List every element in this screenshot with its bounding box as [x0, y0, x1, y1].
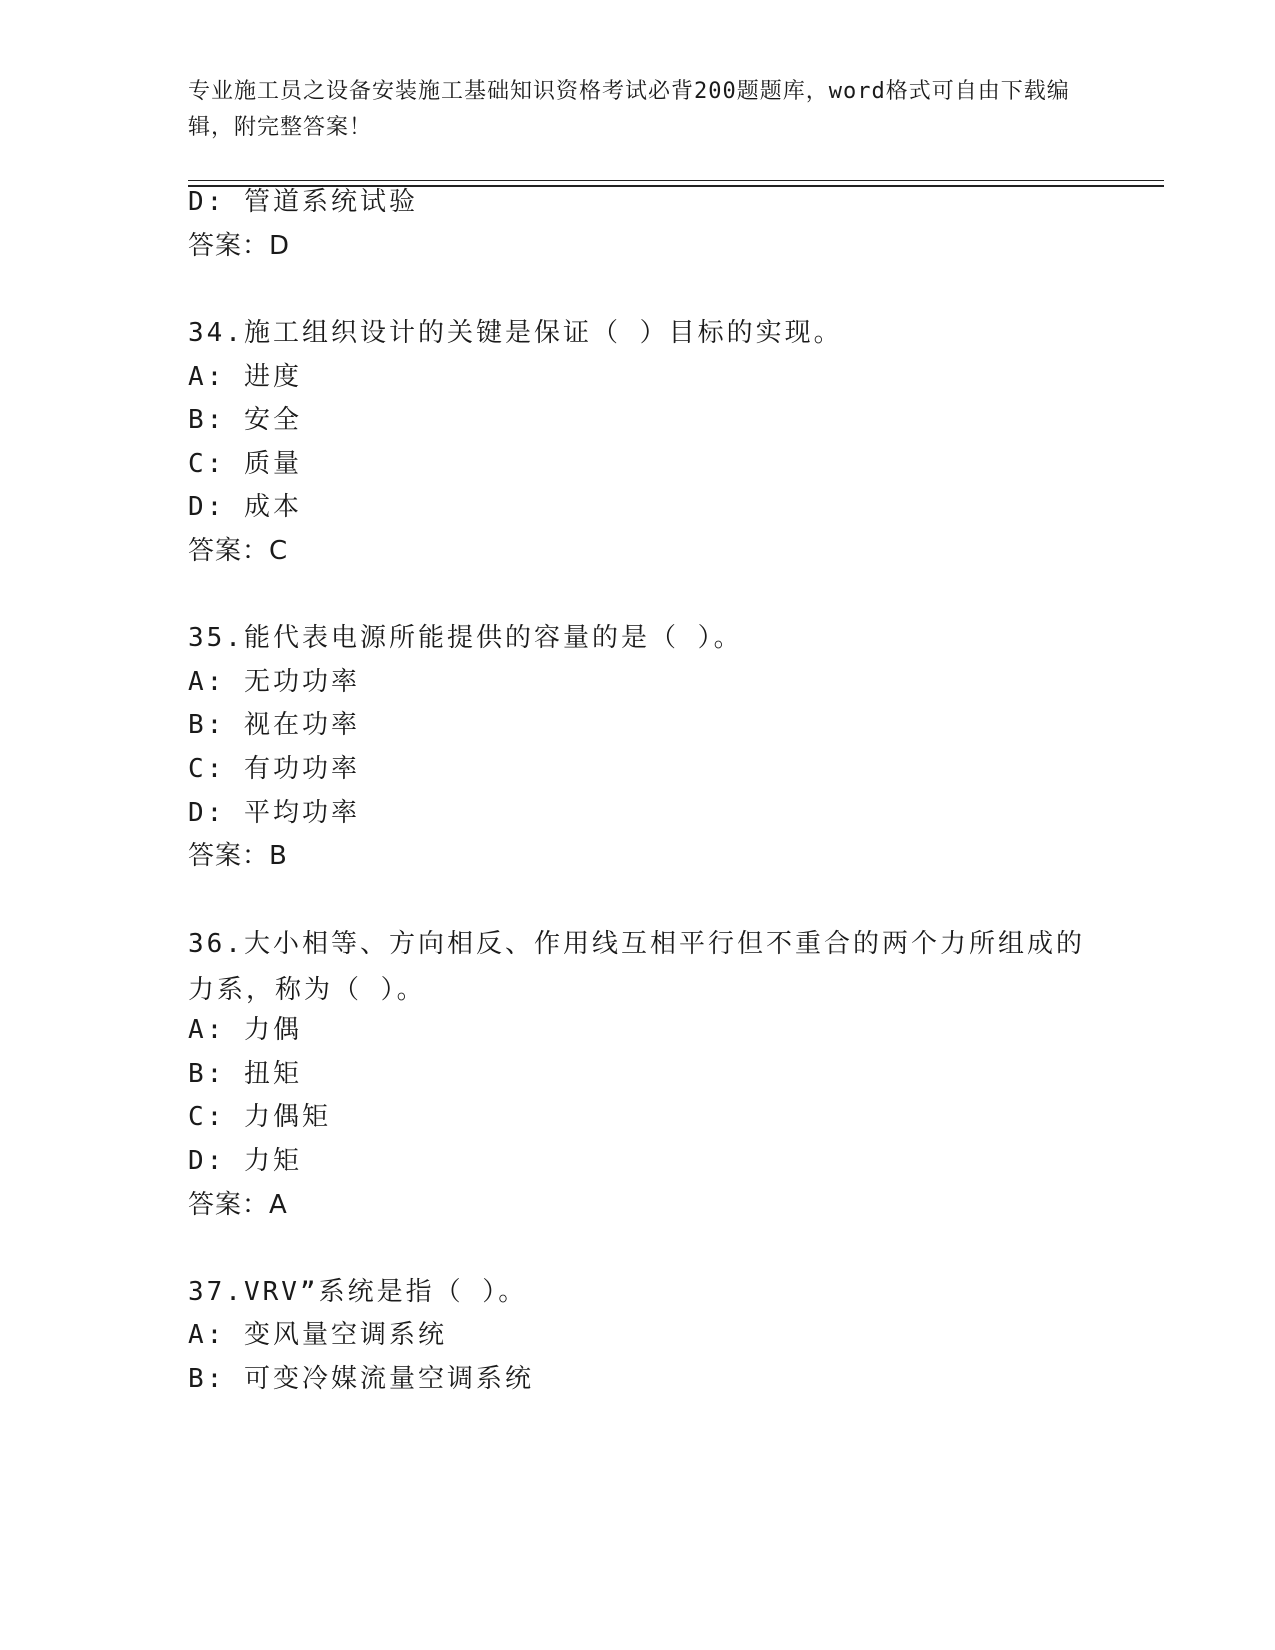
prev-question-answer: 答案：D — [188, 231, 291, 261]
question-34-option-a: A: 进度 — [188, 362, 302, 392]
question-34-option-b: B: 安全 — [188, 405, 302, 435]
question-36-option-d: D: 力矩 — [188, 1146, 302, 1176]
question-35-option-a: A: 无功功率 — [188, 667, 360, 697]
question-35-stem: 35.能代表电源所能提供的容量的是（ ）。 — [188, 623, 743, 653]
question-36-option-a: A: 力偶 — [188, 1015, 302, 1045]
header-divider-top — [188, 180, 1164, 181]
question-37-option-a: A: 变风量空调系统 — [188, 1320, 447, 1350]
question-35-option-b: B: 视在功率 — [188, 710, 360, 740]
question-35-option-d: D: 平均功率 — [188, 798, 360, 828]
question-37-option-b: B: 可变冷媒流量空调系统 — [188, 1364, 534, 1394]
question-36-stem: 36.大小相等、方向相反、作用线互相平行但不重合的两个力所组成的力系，称为（ ）。 — [188, 929, 1085, 1005]
question-35-answer: 答案：B — [188, 841, 288, 871]
document-intro: 专业施工员之设备安装施工基础知识资格考试必背200题题库，word格式可自由下载编辑，附完整答案！ — [188, 79, 1070, 140]
question-34-option-d: D: 成本 — [188, 492, 302, 522]
question-36-answer: 答案：A — [188, 1190, 288, 1220]
question-36-option-c: C: 力偶矩 — [188, 1102, 331, 1132]
question-35-option-c: C: 有功功率 — [188, 754, 360, 784]
question-36-option-b: B: 扭矩 — [188, 1059, 302, 1089]
prev-question-option-d: D: 管道系统试验 — [188, 187, 418, 217]
question-34-option-c: C: 质量 — [188, 449, 302, 479]
question-34-answer: 答案：C — [188, 536, 289, 566]
question-34-stem: 34.施工组织设计的关键是保证（ ）目标的实现。 — [188, 318, 843, 348]
question-37-stem: 37.VRV”系统是指（ ）。 — [188, 1277, 528, 1307]
